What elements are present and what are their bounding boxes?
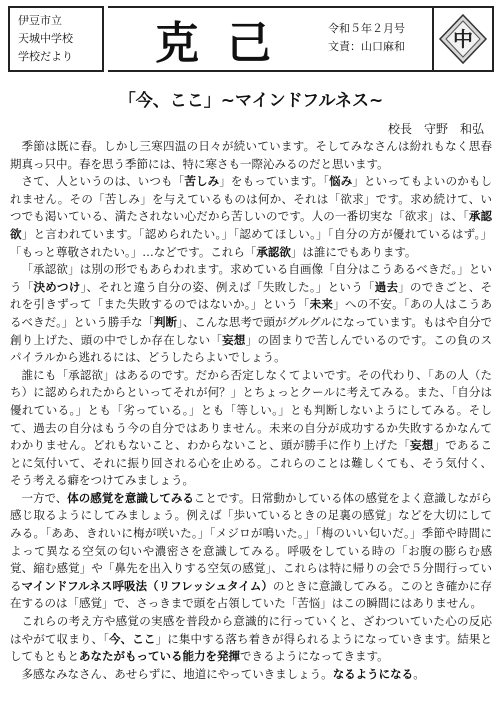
paragraph-text: これらの考え方や感覚の実感を普段から意識的に行っていくと、ざわついていた心の反応はやがて収まり、「 [10, 614, 492, 646]
paragraph-text: 「承認欲」は別の形でもあらわれます。求めている自画像「自分はこうあるべきだ。」という「 [10, 262, 492, 294]
emphasis-text: 未来 [309, 297, 334, 312]
article-body [10, 138, 492, 683]
emphasis-text: 過去 [374, 279, 399, 294]
emphasis-text: 悩み [329, 174, 353, 189]
paragraph-text: 」、それと違う自分の姿、例えば「失敗した。」という「 [80, 279, 375, 294]
paragraph-text: さて、人というのは、いつも「 [21, 174, 185, 189]
emphasis-text: 承認欲 [10, 209, 492, 241]
title-box [108, 6, 318, 72]
paragraph-text: 」への不安。「あの人はこうあるべきだ。」という勝手な「 [10, 297, 492, 329]
body-paragraph [10, 490, 492, 613]
paragraph-text: 多感なみなさん、あせらずに、地道にやっていきましょう。 [21, 666, 333, 681]
paragraph-text: 季節は既に春。しかし三寒四温の日々が続いています。そしてみなさんは紛れもなく思春期真っ只中。春を思う季節には、特に寒さも一際沁みるのだと思います。 [10, 139, 492, 171]
paragraph-text: 」の固まりで苦しんでいるのです。この負のスパイラルから逃れるには、どうしたらよいでしょう。 [10, 332, 493, 365]
paragraph-text: 誰にも「承認欲」はあるのです。だから否定しなくてよいです。その代わり、「あの人（たち）に認められたからといってそれが何？」とちょっとクールに考えてみる。また、「自分は優れている。」とも「劣っている。」とも「等しい。」とも判断しないようにしてみる。そして、過去の自分はもう今の自分ではありません。未来の自分が成功するか失敗するかなんてわかりません。どれもないこと、わからないこと、頭が勝手に作り上げた「 [10, 367, 492, 453]
body-paragraph [10, 173, 492, 261]
body-paragraph [10, 613, 492, 666]
school-line-3: 学校だより [18, 50, 73, 63]
issue-date: 令和５年２月号 [328, 22, 405, 35]
paragraph-text: のときに意識してみる。このとき確かに存在するのは「感覚」で、さっきまで頭を占領していた「苦悩」はこの瞬間にはありません。 [10, 578, 493, 611]
emblem-char: 中 [453, 27, 473, 51]
school-emblem-icon [438, 13, 488, 65]
paragraph-text: 」のできごと、それを引きずって「また失敗するのではないか。」という「 [10, 279, 493, 312]
paragraph-text: ことです。日常動かしている体の感覚をよく意識しながら感じ取るようにしてみましょう。例えば「歩いているときの足裏の感覚」などを大切にしてみる。「ああ、きれいに梅が咲いた。」「メジロが鳴いた。」「梅のいい匂いだ。」季節や時間によって異なる空気の匂いや濃密さを意識してみる。呼吸をしている時の「お腹の膨らむ感覚、縮む感覚」や「鼻先を出入りする空気の感覚」、これらは特に帰りの会で５分間行っている [10, 490, 493, 593]
school-line-1: 伊豆市立 [18, 14, 62, 27]
emphasis-text: 苦しみ [184, 174, 220, 189]
emphasis-text: 承認欲 [256, 244, 291, 259]
emphasis-text: なるようになる [332, 666, 414, 681]
paragraph-text: 一方で、 [21, 490, 68, 505]
body-paragraph [10, 666, 492, 684]
school-emblem [434, 6, 494, 72]
emphasis-text: 決めつけ [33, 279, 81, 294]
paragraph-text: 」、こんな思考で頭がグルグルになっています。もはや自分で創り上げた、頭の中でしか存在しない「 [10, 314, 493, 347]
newsletter-header [8, 6, 494, 78]
school-line-2: 天城中学校 [18, 32, 73, 45]
paragraph-text: 」といってもよいのかもしれません。その「苦しみ」を与えているものは何か、それは「欲求」です。求め続けて、いつでも渇いている、満たされない心だから苦しいのです。人の一番切実な「欲求」は、「 [10, 174, 493, 224]
emphasis-text: 判断 [154, 314, 178, 329]
paragraph-text: 」をもっています。「 [219, 174, 330, 189]
school-info-box [8, 6, 104, 72]
author-credit: 文責：山口麻和 [328, 40, 405, 53]
emphasis-text: マインドフルネス呼吸法（リフレッシュタイム） [21, 578, 273, 593]
paragraph-text: できるようになってきます。 [240, 649, 389, 664]
emphasis-text: 今、ここ [109, 631, 156, 646]
emphasis-text: 妄想 [222, 332, 246, 347]
issue-meta-box [318, 6, 434, 72]
emphasis-text: あなたがもっている能力を発揮 [79, 649, 240, 664]
body-paragraph [10, 367, 492, 490]
emphasis-text: 体の感覚を意識してみる [67, 490, 194, 505]
paragraph-text: 。 [413, 666, 425, 681]
body-paragraph [10, 261, 492, 367]
article-headline: 「今、ここ」~マインドフルネス~ [118, 91, 384, 111]
body-paragraph [10, 138, 492, 173]
paragraph-text: 」であることに気付いて、それに振り回される心を止める。これらのことは難しくても、そう気付く、そう考える癖をつけてみましょう。 [10, 438, 493, 488]
paragraph-text: 」に集中する落ち着きが得られるようになっていきます。結果としてもともと [10, 631, 493, 664]
emphasis-text: 妄想 [410, 438, 434, 453]
newsletter-title: 克己 [155, 18, 299, 69]
paragraph-text: 」と言われています。「認められたい。」「認めてほしい。」「自分の方が優れているはず。」「もっと尊敬されたい。」…などです。これら「 [10, 226, 493, 259]
article-author: 校長 守野 和弘 [387, 122, 484, 136]
paragraph-text: 」は誰にでもあります。 [290, 244, 417, 259]
